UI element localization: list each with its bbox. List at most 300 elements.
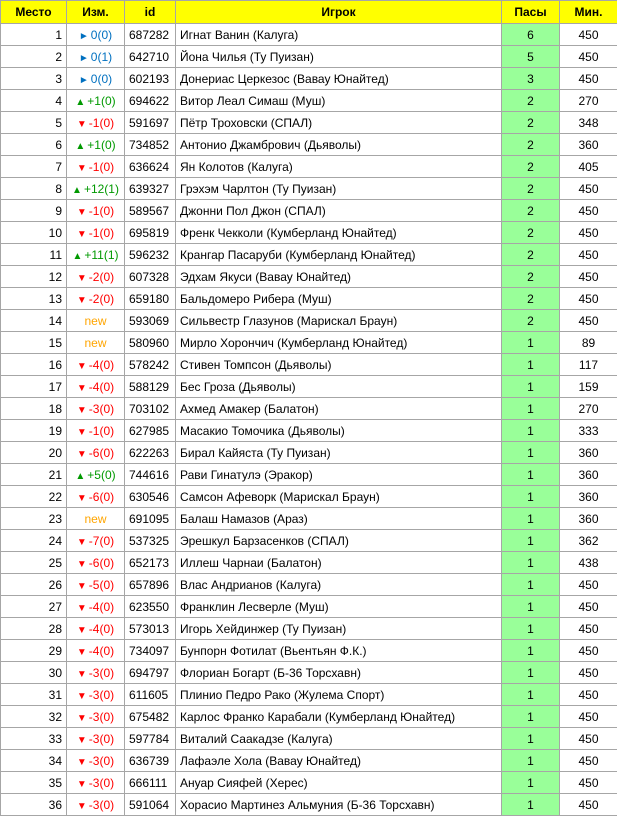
arrow-down-icon: ▼ xyxy=(77,119,87,130)
assists-cell: 1 xyxy=(502,662,560,684)
minutes-cell: 450 xyxy=(560,68,617,90)
player-cell: Крангар Пасаруби (Кумберланд Юнайтед) xyxy=(176,244,502,266)
table-row xyxy=(1,508,617,530)
change-cell xyxy=(67,266,125,288)
arrow-down-icon: ▼ xyxy=(77,691,87,702)
change-cell xyxy=(67,112,125,134)
minutes-cell: 450 xyxy=(560,794,617,816)
arrow-down-icon: ▼ xyxy=(77,669,87,680)
id-cell: 593069 xyxy=(125,310,176,332)
change-cell xyxy=(67,68,125,90)
minutes-cell: 333 xyxy=(560,420,617,442)
change-cell xyxy=(67,750,125,772)
id-cell: 744616 xyxy=(125,464,176,486)
change-value: -3(0) xyxy=(89,754,114,768)
minutes-cell: 450 xyxy=(560,772,617,794)
assists-cell: 1 xyxy=(502,332,560,354)
arrow-down-icon: ▼ xyxy=(77,405,87,416)
table-row xyxy=(1,596,617,618)
table-row xyxy=(1,222,617,244)
id-cell: 588129 xyxy=(125,376,176,398)
arrow-down-icon: ▼ xyxy=(77,757,87,768)
table-row xyxy=(1,420,617,442)
table-row xyxy=(1,618,617,640)
arrow-right-icon: ► xyxy=(79,53,89,64)
table-row xyxy=(1,310,617,332)
change-value: -4(0) xyxy=(89,358,114,372)
assists-cell: 2 xyxy=(502,156,560,178)
table-row xyxy=(1,640,617,662)
player-cell: Пётр Троховски (СПАЛ) xyxy=(176,112,502,134)
assists-cell: 1 xyxy=(502,530,560,552)
player-cell: Игорь Хейдинжер (Ту Пуизан) xyxy=(176,618,502,640)
table-row xyxy=(1,244,617,266)
change-value: -7(0) xyxy=(89,534,114,548)
table-row xyxy=(1,398,617,420)
minutes-cell: 450 xyxy=(560,750,617,772)
table-row xyxy=(1,794,617,816)
player-cell: Балаш Намазов (Араз) xyxy=(176,508,502,530)
change-cell xyxy=(67,464,125,486)
minutes-cell: 450 xyxy=(560,706,617,728)
change-cell xyxy=(67,508,125,530)
minutes-cell: 117 xyxy=(560,354,617,376)
minutes-cell: 450 xyxy=(560,24,617,46)
arrow-right-icon: ► xyxy=(79,75,89,86)
id-cell: 537325 xyxy=(125,530,176,552)
id-cell: 666111 xyxy=(125,772,176,794)
id-cell: 630546 xyxy=(125,486,176,508)
id-cell: 573013 xyxy=(125,618,176,640)
table-row xyxy=(1,354,617,376)
place-cell: 12 xyxy=(1,266,67,288)
place-cell: 36 xyxy=(1,794,67,816)
player-cell: Хорасио Мартинез Альмуния (Б-36 Торсхавн) xyxy=(176,794,502,816)
change-cell xyxy=(67,376,125,398)
assists-cell: 1 xyxy=(502,398,560,420)
player-cell: Карлос Франко Карабали (Кумберланд Юнайтед) xyxy=(176,706,502,728)
id-cell: 657896 xyxy=(125,574,176,596)
minutes-cell: 450 xyxy=(560,244,617,266)
player-cell: Мирло Хорончич (Кумберланд Юнайтед) xyxy=(176,332,502,354)
player-cell: Донериас Церкезос (Вавау Юнайтед) xyxy=(176,68,502,90)
change-value: -1(0) xyxy=(89,226,114,240)
id-cell: 652173 xyxy=(125,552,176,574)
place-cell: 10 xyxy=(1,222,67,244)
place-cell: 30 xyxy=(1,662,67,684)
table-row xyxy=(1,442,617,464)
change-value: -4(0) xyxy=(89,600,114,614)
assists-cell: 1 xyxy=(502,596,560,618)
assists-cell: 1 xyxy=(502,640,560,662)
minutes-cell: 270 xyxy=(560,398,617,420)
table-row xyxy=(1,200,617,222)
id-cell: 642710 xyxy=(125,46,176,68)
change-cell xyxy=(67,596,125,618)
arrow-down-icon: ▼ xyxy=(77,713,87,724)
table-row xyxy=(1,684,617,706)
change-value: -2(0) xyxy=(89,270,114,284)
change-value: 0(0) xyxy=(91,28,112,42)
arrow-down-icon: ▼ xyxy=(77,449,87,460)
player-cell: Бальдомеро Рибера (Муш) xyxy=(176,288,502,310)
change-value: -3(0) xyxy=(89,666,114,680)
minutes-cell: 450 xyxy=(560,574,617,596)
change-cell xyxy=(67,24,125,46)
arrow-right-icon: ► xyxy=(79,31,89,42)
assists-cell: 1 xyxy=(502,618,560,640)
assists-cell: 1 xyxy=(502,706,560,728)
assists-cell: 1 xyxy=(502,420,560,442)
header-minutes: Мин. xyxy=(560,1,617,24)
player-cell: Бирал Кайяста (Ту Пуизан) xyxy=(176,442,502,464)
change-value: -1(0) xyxy=(89,160,114,174)
change-cell xyxy=(67,618,125,640)
change-cell xyxy=(67,200,125,222)
player-cell: Влас Андрианов (Калуга) xyxy=(176,574,502,596)
place-cell: 29 xyxy=(1,640,67,662)
change-cell xyxy=(67,332,125,354)
place-cell: 27 xyxy=(1,596,67,618)
arrow-down-icon: ▼ xyxy=(77,427,87,438)
place-cell: 6 xyxy=(1,134,67,156)
player-cell: Плинио Педро Рако (Жулема Спорт) xyxy=(176,684,502,706)
assists-cell: 2 xyxy=(502,178,560,200)
assists-cell: 6 xyxy=(502,24,560,46)
id-cell: 597784 xyxy=(125,728,176,750)
change-cell xyxy=(67,420,125,442)
change-cell xyxy=(67,46,125,68)
id-cell: 602193 xyxy=(125,68,176,90)
change-cell xyxy=(67,662,125,684)
assists-cell: 1 xyxy=(502,750,560,772)
assists-cell: 2 xyxy=(502,266,560,288)
change-value: -3(0) xyxy=(89,798,114,812)
place-cell: 26 xyxy=(1,574,67,596)
change-cell xyxy=(67,794,125,816)
change-value: -4(0) xyxy=(89,622,114,636)
player-cell: Франклин Лесверле (Муш) xyxy=(176,596,502,618)
header-id: id xyxy=(125,1,176,24)
player-cell: Рави Гинатулэ (Эракор) xyxy=(176,464,502,486)
place-cell: 13 xyxy=(1,288,67,310)
id-cell: 694797 xyxy=(125,662,176,684)
minutes-cell: 450 xyxy=(560,288,617,310)
place-cell: 4 xyxy=(1,90,67,112)
place-cell: 18 xyxy=(1,398,67,420)
header-place: Место xyxy=(1,1,67,24)
player-cell: Йона Чилья (Ту Пуизан) xyxy=(176,46,502,68)
minutes-cell: 89 xyxy=(560,332,617,354)
minutes-cell: 450 xyxy=(560,266,617,288)
table-row xyxy=(1,376,617,398)
minutes-cell: 360 xyxy=(560,442,617,464)
minutes-cell: 450 xyxy=(560,662,617,684)
player-cell: Джонни Пол Джон (СПАЛ) xyxy=(176,200,502,222)
place-cell: 35 xyxy=(1,772,67,794)
minutes-cell: 450 xyxy=(560,728,617,750)
assists-cell: 2 xyxy=(502,200,560,222)
minutes-cell: 270 xyxy=(560,90,617,112)
arrow-up-icon: ▲ xyxy=(75,97,85,108)
minutes-cell: 348 xyxy=(560,112,617,134)
minutes-cell: 438 xyxy=(560,552,617,574)
change-cell xyxy=(67,244,125,266)
change-value: 0(1) xyxy=(91,50,112,64)
place-cell: 31 xyxy=(1,684,67,706)
place-cell: 34 xyxy=(1,750,67,772)
table-row xyxy=(1,112,617,134)
id-cell: 734097 xyxy=(125,640,176,662)
id-cell: 611605 xyxy=(125,684,176,706)
assists-cell: 2 xyxy=(502,310,560,332)
arrow-up-icon: ▲ xyxy=(72,251,82,262)
player-cell: Лафаэле Хола (Вавау Юнайтед) xyxy=(176,750,502,772)
change-cell xyxy=(67,772,125,794)
place-cell: 23 xyxy=(1,508,67,530)
id-cell: 627985 xyxy=(125,420,176,442)
change-cell xyxy=(67,310,125,332)
place-cell: 7 xyxy=(1,156,67,178)
minutes-cell: 450 xyxy=(560,684,617,706)
assists-cell: 1 xyxy=(502,442,560,464)
assists-cell: 1 xyxy=(502,728,560,750)
table-row xyxy=(1,530,617,552)
arrow-down-icon: ▼ xyxy=(77,735,87,746)
id-cell: 694622 xyxy=(125,90,176,112)
change-value: -2(0) xyxy=(89,292,114,306)
place-cell: 8 xyxy=(1,178,67,200)
id-cell: 578242 xyxy=(125,354,176,376)
arrow-down-icon: ▼ xyxy=(77,559,87,570)
change-cell xyxy=(67,706,125,728)
assists-cell: 1 xyxy=(502,508,560,530)
arrow-down-icon: ▼ xyxy=(77,273,87,284)
change-cell xyxy=(67,728,125,750)
id-cell: 675482 xyxy=(125,706,176,728)
arrow-down-icon: ▼ xyxy=(77,625,87,636)
change-cell xyxy=(67,574,125,596)
place-cell: 25 xyxy=(1,552,67,574)
table-row xyxy=(1,24,617,46)
table-row xyxy=(1,750,617,772)
arrow-down-icon: ▼ xyxy=(77,295,87,306)
change-value: -6(0) xyxy=(89,556,114,570)
change-value: 0(0) xyxy=(91,72,112,86)
arrow-down-icon: ▼ xyxy=(77,163,87,174)
table-row xyxy=(1,772,617,794)
change-value: -3(0) xyxy=(89,688,114,702)
id-cell: 580960 xyxy=(125,332,176,354)
minutes-cell: 360 xyxy=(560,134,617,156)
assists-cell: 1 xyxy=(502,354,560,376)
id-cell: 591064 xyxy=(125,794,176,816)
change-value: new xyxy=(84,314,106,328)
player-cell: Антонио Джамбрович (Дьяволы) xyxy=(176,134,502,156)
table-row xyxy=(1,68,617,90)
id-cell: 695819 xyxy=(125,222,176,244)
arrow-down-icon: ▼ xyxy=(77,207,87,218)
arrow-up-icon: ▲ xyxy=(72,185,82,196)
place-cell: 5 xyxy=(1,112,67,134)
place-cell: 33 xyxy=(1,728,67,750)
change-cell xyxy=(67,288,125,310)
table-row xyxy=(1,266,617,288)
table-row xyxy=(1,156,617,178)
player-cell: Сильвестр Глазунов (Марискал Браун) xyxy=(176,310,502,332)
change-cell xyxy=(67,442,125,464)
place-cell: 21 xyxy=(1,464,67,486)
change-cell xyxy=(67,222,125,244)
assists-cell: 2 xyxy=(502,222,560,244)
change-cell xyxy=(67,134,125,156)
table-row xyxy=(1,288,617,310)
assists-cell: 1 xyxy=(502,376,560,398)
assists-cell: 1 xyxy=(502,552,560,574)
assists-cell: 3 xyxy=(502,68,560,90)
player-cell: Грэхэм Чарлтон (Ту Пуизан) xyxy=(176,178,502,200)
assists-cell: 1 xyxy=(502,772,560,794)
table-row xyxy=(1,662,617,684)
player-cell: Иллеш Чарнаи (Балатон) xyxy=(176,552,502,574)
assists-cell: 1 xyxy=(502,486,560,508)
table-row xyxy=(1,486,617,508)
table-row xyxy=(1,332,617,354)
place-cell: 11 xyxy=(1,244,67,266)
change-cell xyxy=(67,530,125,552)
player-cell: Ануар Сияфей (Херес) xyxy=(176,772,502,794)
id-cell: 734852 xyxy=(125,134,176,156)
change-cell xyxy=(67,90,125,112)
change-value: +12(1) xyxy=(84,182,119,196)
assists-cell: 2 xyxy=(502,112,560,134)
header-player: Игрок xyxy=(176,1,502,24)
place-cell: 22 xyxy=(1,486,67,508)
id-cell: 591697 xyxy=(125,112,176,134)
assists-cell: 5 xyxy=(502,46,560,68)
player-cell: Бес Гроза (Дьяволы) xyxy=(176,376,502,398)
minutes-cell: 450 xyxy=(560,222,617,244)
id-cell: 703102 xyxy=(125,398,176,420)
id-cell: 636739 xyxy=(125,750,176,772)
place-cell: 14 xyxy=(1,310,67,332)
id-cell: 623550 xyxy=(125,596,176,618)
assists-cell: 1 xyxy=(502,684,560,706)
assists-cell: 2 xyxy=(502,288,560,310)
header-change: Изм. xyxy=(67,1,125,24)
arrow-up-icon: ▲ xyxy=(75,141,85,152)
change-value: -1(0) xyxy=(89,116,114,130)
minutes-cell: 450 xyxy=(560,46,617,68)
place-cell: 20 xyxy=(1,442,67,464)
header-assists: Пасы xyxy=(502,1,560,24)
place-cell: 32 xyxy=(1,706,67,728)
change-cell xyxy=(67,486,125,508)
id-cell: 596232 xyxy=(125,244,176,266)
minutes-cell: 450 xyxy=(560,200,617,222)
change-value: -4(0) xyxy=(89,644,114,658)
place-cell: 28 xyxy=(1,618,67,640)
header-row xyxy=(1,1,617,24)
arrow-down-icon: ▼ xyxy=(77,779,87,790)
change-value: -3(0) xyxy=(89,776,114,790)
change-cell xyxy=(67,684,125,706)
change-value: -3(0) xyxy=(89,732,114,746)
id-cell: 589567 xyxy=(125,200,176,222)
player-cell: Ян Колотов (Калуга) xyxy=(176,156,502,178)
place-cell: 3 xyxy=(1,68,67,90)
change-cell xyxy=(67,640,125,662)
arrow-down-icon: ▼ xyxy=(77,229,87,240)
table-row xyxy=(1,728,617,750)
change-cell xyxy=(67,354,125,376)
place-cell: 15 xyxy=(1,332,67,354)
minutes-cell: 360 xyxy=(560,508,617,530)
player-cell: Френк Чекколи (Кумберланд Юнайтед) xyxy=(176,222,502,244)
change-cell xyxy=(67,552,125,574)
change-value: -6(0) xyxy=(89,446,114,460)
change-value: -6(0) xyxy=(89,490,114,504)
player-cell: Ахмед Амакер (Балатон) xyxy=(176,398,502,420)
id-cell: 622263 xyxy=(125,442,176,464)
minutes-cell: 450 xyxy=(560,640,617,662)
place-cell: 24 xyxy=(1,530,67,552)
player-cell: Эрешкул Барзасенков (СПАЛ) xyxy=(176,530,502,552)
assists-cell: 2 xyxy=(502,244,560,266)
change-value: -3(0) xyxy=(89,402,114,416)
minutes-cell: 360 xyxy=(560,486,617,508)
arrow-down-icon: ▼ xyxy=(77,493,87,504)
assists-cell: 2 xyxy=(502,134,560,156)
arrow-down-icon: ▼ xyxy=(77,581,87,592)
player-cell: Витор Леал Симаш (Муш) xyxy=(176,90,502,112)
assists-cell: 1 xyxy=(502,794,560,816)
minutes-cell: 362 xyxy=(560,530,617,552)
arrow-down-icon: ▼ xyxy=(77,801,87,812)
table-row xyxy=(1,552,617,574)
change-value: new xyxy=(84,512,106,526)
minutes-cell: 360 xyxy=(560,464,617,486)
id-cell: 659180 xyxy=(125,288,176,310)
arrow-up-icon: ▲ xyxy=(75,471,85,482)
table-row xyxy=(1,464,617,486)
change-cell xyxy=(67,398,125,420)
arrow-down-icon: ▼ xyxy=(77,383,87,394)
change-value: new xyxy=(84,336,106,350)
place-cell: 9 xyxy=(1,200,67,222)
change-value: -4(0) xyxy=(89,380,114,394)
id-cell: 639327 xyxy=(125,178,176,200)
change-value: +11(1) xyxy=(84,248,118,262)
table-row xyxy=(1,574,617,596)
id-cell: 691095 xyxy=(125,508,176,530)
arrow-down-icon: ▼ xyxy=(77,647,87,658)
change-value: -1(0) xyxy=(89,204,114,218)
table-row xyxy=(1,46,617,68)
minutes-cell: 450 xyxy=(560,596,617,618)
change-value: -3(0) xyxy=(89,710,114,724)
place-cell: 17 xyxy=(1,376,67,398)
change-value: -1(0) xyxy=(89,424,114,438)
minutes-cell: 450 xyxy=(560,618,617,640)
change-cell xyxy=(67,178,125,200)
assists-cell: 1 xyxy=(502,464,560,486)
minutes-cell: 159 xyxy=(560,376,617,398)
assists-cell: 2 xyxy=(502,90,560,112)
table-row xyxy=(1,706,617,728)
change-value: +1(0) xyxy=(87,138,115,152)
minutes-cell: 450 xyxy=(560,178,617,200)
